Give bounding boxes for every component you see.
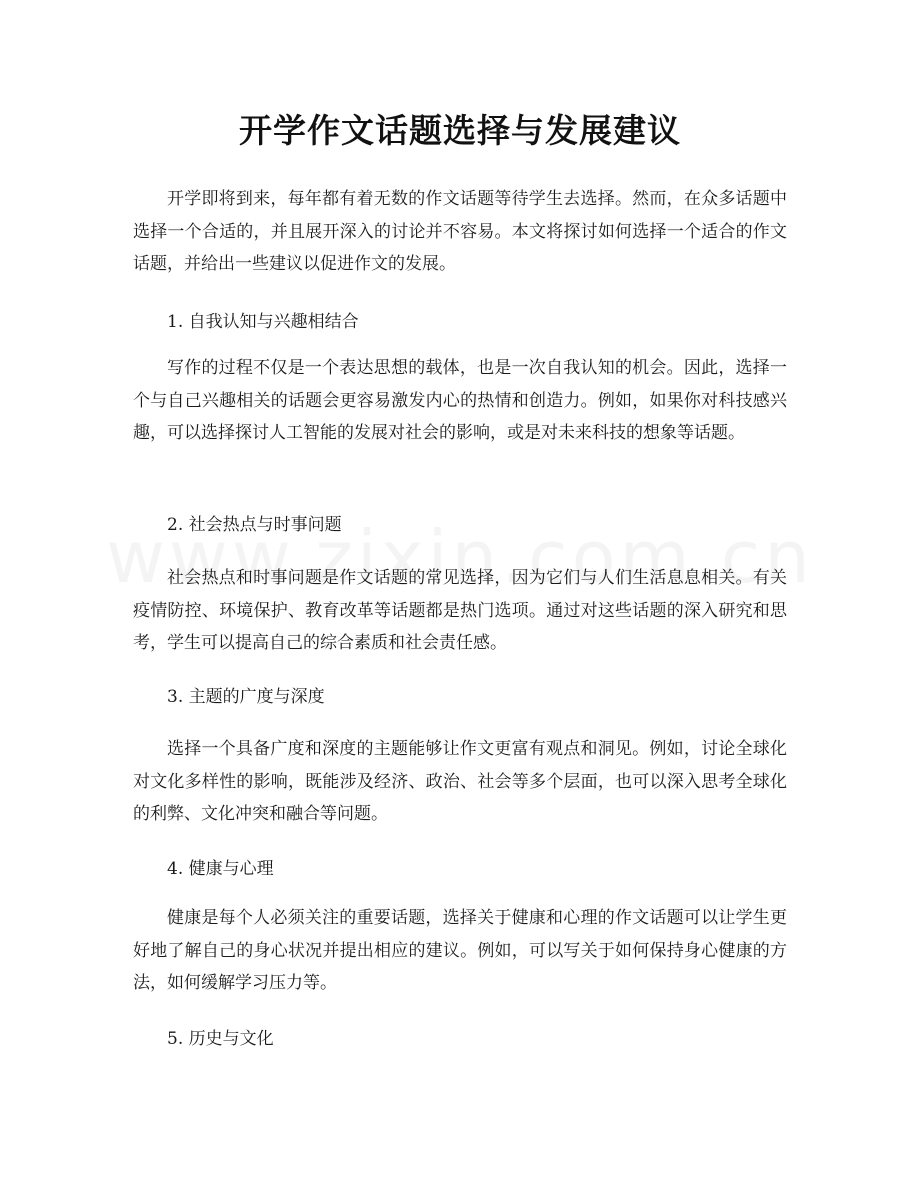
section-paragraph-1: 写作的过程不仅是一个表达思想的载体，也是一次自我认知的机会。因此，选择一个与自己兴趣相关的话题会更容易激发内心的热情和创造力。例如，如果你对科技感兴趣，可以选择探讨人工智能的发展对社会的影响，或是对未来科技的想象等话题。 bbox=[133, 358, 787, 443]
section-paragraph-4: 健康是每个人必须关注的重要话题，选择关于健康和心理的作文话题可以让学生更好地了解自己的身心状况并提出相应的建议。例如，可以写关于如何保持身心健康的方法，如何缓解学习压力等。 bbox=[133, 908, 787, 993]
section-paragraph-3: 选择一个具备广度和深度的主题能够让作文更富有观点和洞见。例如，讨论全球化对文化多样性的影响，既能涉及经济、政治、社会等多个层面，也可以深入思考全球化的利弊、文化冲突和融合等问题。 bbox=[133, 739, 787, 824]
section-heading-3: 3. 主题的广度与深度 bbox=[167, 687, 325, 707]
section-heading-5: 5. 历史与文化 bbox=[167, 1029, 274, 1049]
section-paragraph-2: 社会热点和时事问题是作文话题的常见选择，因为它们与人们生活息息相关。有关疫情防控、环境保护、教育改革等话题都是热门选项。通过对这些话题的深入研究和思考，学生可以提高自己的综合素质和社会责任感。 bbox=[133, 568, 787, 653]
section-heading-2: 2. 社会热点与时事问题 bbox=[167, 515, 342, 535]
section-heading-4: 4. 健康与心理 bbox=[167, 859, 274, 879]
intro-paragraph: 开学即将到来，每年都有着无数的作文话题等待学生去选择。然而，在众多话题中选择一个合适的，并且展开深入的讨论并不容易。本文将探讨如何选择一个适合的作文话题，并给出一些建议以促进作文的发展。 bbox=[133, 189, 787, 274]
page-title: 开学作文话题选择与发展建议 bbox=[239, 111, 681, 150]
section-heading-1: 1. 自我认知与兴趣相结合 bbox=[167, 312, 359, 332]
